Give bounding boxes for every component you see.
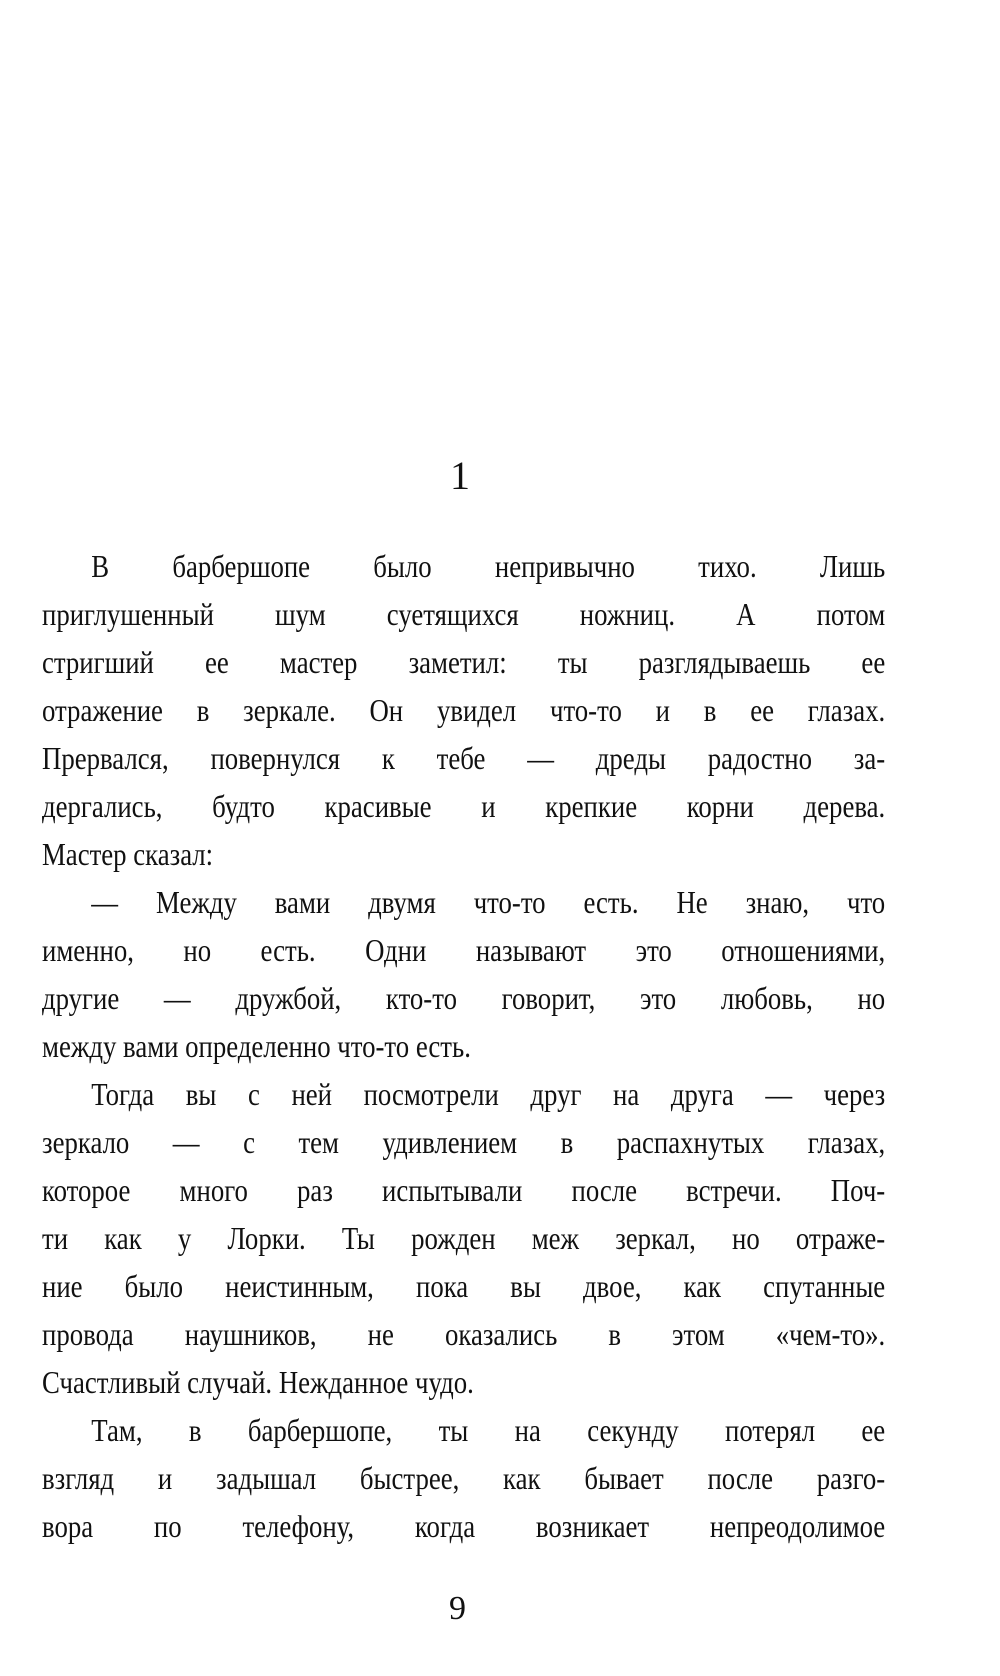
text-line: зеркало — с тем удивлением в распахнутых глазах, [42,1125,886,1160]
chapter-number: 1 [450,453,470,498]
text-line: которое много раз испытывали после встречи. Поч- [42,1173,886,1208]
text-line: стригший ее мастер заметил: ты разглядываешь ее [42,645,886,680]
text-line: Мастер сказал: [42,837,214,872]
text-line: вора по телефону, когда возникает непреодолимое [42,1509,886,1544]
text-line: именно, но есть. Одни называют это отношениями, [42,933,886,968]
text-line: Прервался, повернулся к тебе — дреды радостно за- [42,741,886,776]
text-line: другие — дружбой, кто-то говорит, это любовь, но [42,981,886,1016]
body-text [42,543,885,1551]
text-line: между вами определенно что-то есть. [42,1029,471,1064]
text-line: Там, в барбершопе, ты на секунду потерял ее [91,1413,886,1448]
text-line: отражение в зеркале. Он увидел что-то и в ее глазах. [42,693,886,728]
text-line: взгляд и задышал быстрее, как бывает после разго- [42,1461,886,1496]
text-line: приглушенный шум суетящихся ножниц. А потом [42,597,886,632]
text-line: В барбершопе было непривычно тихо. Лишь [91,549,886,584]
page-number: 9 [449,1590,466,1627]
text-line: ти как у Лорки. Ты рожден меж зеркал, но отраже- [42,1221,886,1256]
text-line: — Между вами двумя что-то есть. Не знаю, что [91,885,886,920]
text-line: дергались, будто красивые и крепкие корни дерева. [42,789,886,824]
text-line: провода наушников, не оказались в этом «чем-то». [42,1317,886,1352]
text-line: Тогда вы с ней посмотрели друг на друга — через [91,1077,886,1112]
text-line: Счастливый случай. Нежданное чудо. [42,1365,474,1400]
text-line: ние было неистинным, пока вы двое, как спутанные [42,1269,886,1304]
